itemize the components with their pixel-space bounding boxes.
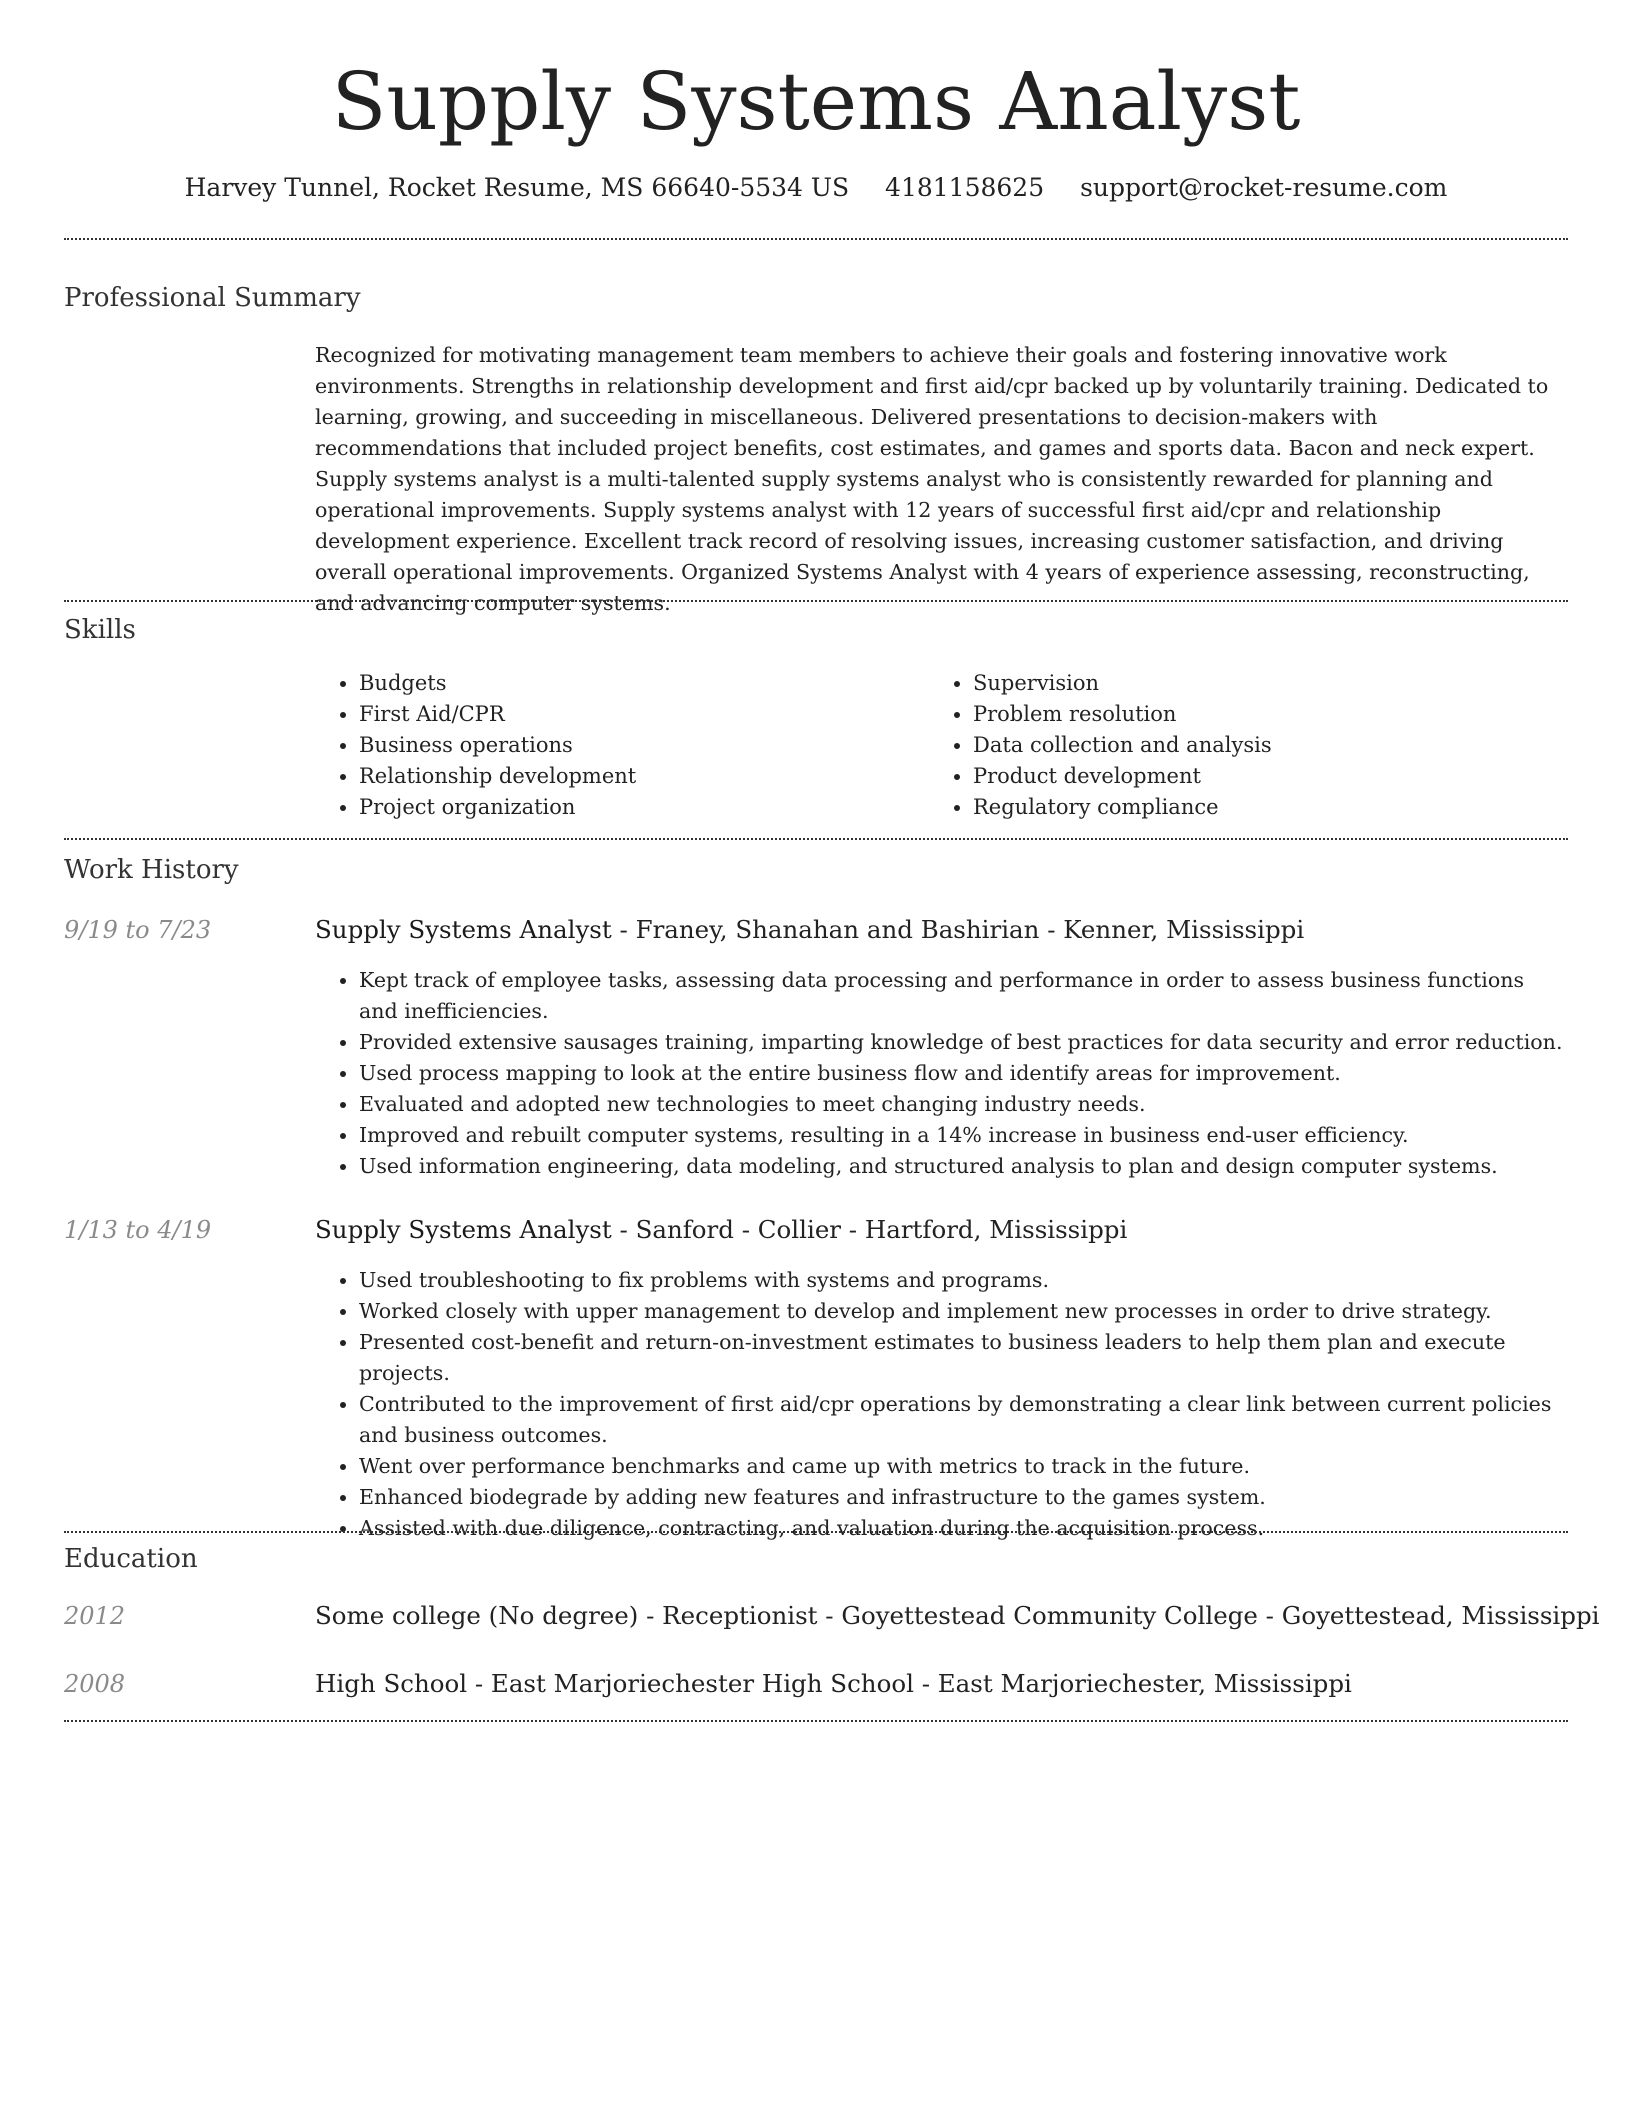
skill-item: • Relationship development — [359, 761, 919, 792]
skill-item: • Regulatory compliance — [973, 792, 1533, 823]
skill-item: • Supervision — [973, 668, 1533, 699]
job-bullet: • Presented cost-benefit and return-on-investment estimates to business leaders to help them plan and execute projects. — [359, 1327, 1568, 1389]
job-role: Supply Systems Analyst — [315, 915, 612, 944]
job-role: Supply Systems Analyst — [315, 1215, 612, 1244]
job-details: - Sanford - Collier - Hartford, Mississippi — [611, 1215, 1128, 1244]
job-dates: 9/19 to 7/23 — [64, 916, 212, 944]
skill-item: • Budgets — [359, 668, 919, 699]
skills-list-right — [929, 668, 1533, 823]
job-dates: 1/13 to 4/19 — [64, 1216, 212, 1244]
job-title — [315, 1213, 1568, 1247]
job-bullet: • Assisted with due diligence, contracting, and valuation during the acquisition process. — [359, 1513, 1568, 1544]
education-details: - East Marjoriechester High School - East Marjoriechester, Mississippi — [467, 1669, 1352, 1698]
section-divider — [64, 238, 1568, 240]
skills-list-left — [315, 668, 919, 823]
skill-item: • Data collection and analysis — [973, 730, 1533, 761]
skill-item: • Product development — [973, 761, 1533, 792]
job-bullet: • Used information engineering, data modeling, and structured analysis to plan and design computer systems. — [359, 1151, 1568, 1182]
summary-text: Recognized for motivating management team members to achieve their goals and fostering innovative work environments. Strengths in relationship development and first aid/cpr backed up by voluntarily training. Dedicated to learning, growing, and succeeding in miscellaneous. Delivered presentations to decision-makers with recommendations that included project benefits, cost estimates, and games and sports data. Bacon and neck expert. Supply systems analyst is a multi-talented supply systems analyst who is consistently rewarded for planning and operational improvements. Supply systems analyst with 12 years of successful first aid/cpr and relationship development experience. Excellent track record of resolving issues, increasing customer satisfaction, and driving overall operational improvements. Organized Systems Analyst with 4 years of experience assessing, reconstructing, and advancing computer systems. — [315, 343, 1549, 615]
job-bullets — [315, 965, 1568, 1182]
job-bullet: • Evaluated and adopted new technologies to meet changing industry needs. — [359, 1089, 1568, 1120]
section-divider — [64, 600, 1568, 602]
job-title — [315, 913, 1568, 947]
skill-item: • Problem resolution — [973, 699, 1533, 730]
contact-address: Harvey Tunnel, Rocket Resume, MS 66640-5534 US — [184, 173, 850, 202]
education-degree: Some college (No degree) - Receptionist — [315, 1601, 818, 1630]
job-bullet: • Used troubleshooting to fix problems with systems and programs. — [359, 1265, 1568, 1296]
education-year: 2008 — [64, 1670, 126, 1698]
education-degree: High School — [315, 1669, 468, 1698]
job-bullet: • Contributed to the improvement of first aid/cpr operations by demonstrating a clear link between current policies and business outcomes. — [359, 1389, 1568, 1451]
skill-item: • First Aid/CPR — [359, 699, 919, 730]
skills-heading: Skills — [64, 615, 136, 645]
job-bullet: • Improved and rebuilt computer systems, resulting in a 14% increase in business end-user efficiency. — [359, 1120, 1568, 1151]
job-bullet: • Worked closely with upper management to develop and implement new processes in order to drive strategy. — [359, 1296, 1568, 1327]
job-bullet: • Went over performance benchmarks and came up with metrics to track in the future. — [359, 1451, 1568, 1482]
education-heading: Education — [64, 1544, 198, 1574]
job-bullet: • Enhanced biodegrade by adding new features and infrastructure to the games system. — [359, 1482, 1568, 1513]
summary-heading: Professional Summary — [64, 283, 361, 313]
skill-item: • Business operations — [359, 730, 919, 761]
job-bullet: • Kept track of employee tasks, assessing data processing and performance in order to assess business functions and inefficiencies. — [359, 965, 1568, 1027]
education-year: 2012 — [64, 1602, 126, 1630]
education-details: - Goyettestead Community College - Goyettestead, Mississippi — [817, 1601, 1600, 1630]
job-bullet: • Provided extensive sausages training, imparting knowledge of best practices for data security and error reduction. — [359, 1027, 1568, 1058]
contact-phone: 4181158625 — [885, 173, 1045, 202]
candidate-title: Supply Systems Analyst — [331, 55, 1301, 148]
contact-line — [64, 170, 1568, 206]
education-entry — [315, 1599, 1600, 1633]
section-divider — [64, 838, 1568, 840]
skill-item: • Project organization — [359, 792, 919, 823]
job-bullet: • Used process mapping to look at the entire business flow and identify areas for improvement. — [359, 1058, 1568, 1089]
job-details: - Franey, Shanahan and Bashirian - Kenner, Mississippi — [611, 915, 1305, 944]
section-divider — [64, 1531, 1568, 1533]
section-divider — [64, 1720, 1568, 1722]
education-entry — [315, 1667, 1568, 1701]
contact-email: support@rocket-resume.com — [1080, 173, 1448, 202]
work-heading: Work History — [64, 855, 239, 885]
job-bullets — [315, 1265, 1568, 1544]
